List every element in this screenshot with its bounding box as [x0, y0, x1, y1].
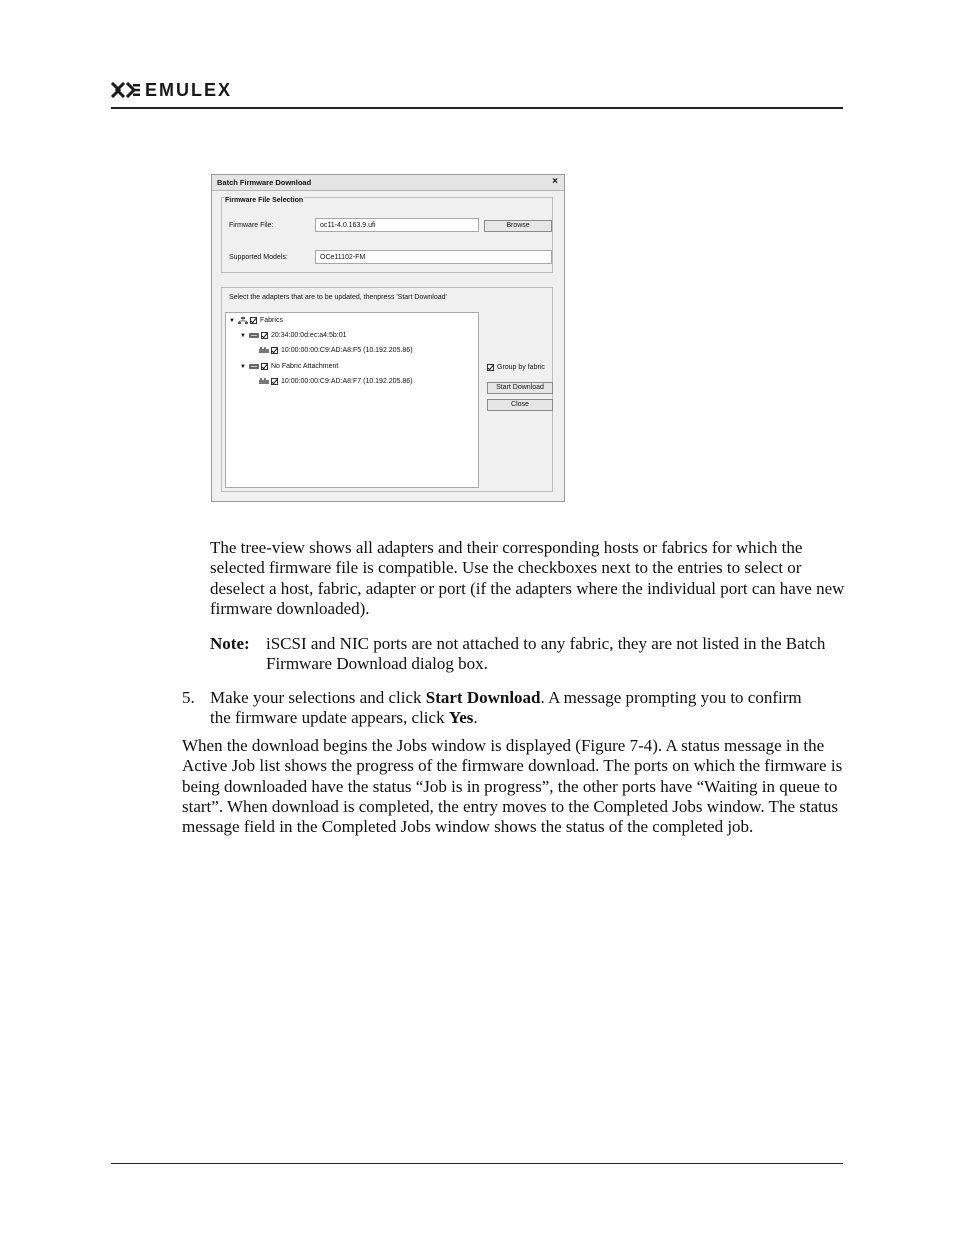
step-text: . — [473, 708, 478, 728]
adapter-selection-group — [221, 287, 553, 492]
step-text: Make your selections and click — [210, 688, 426, 707]
note-text: iSCSI and NIC ports are not attached to any fabric, they are not listed in the Batch Firmware Download dialog box. — [266, 634, 826, 674]
footer-rule — [111, 1163, 843, 1164]
note-label: Note: — [210, 634, 250, 653]
expand-arrow-icon[interactable]: ▼ — [240, 363, 246, 370]
step-number: 5. — [182, 688, 195, 707]
note — [210, 634, 846, 676]
supported-models-label: Supported Models: — [229, 254, 288, 261]
adapter-selection-instruction: Select the adapters that are to be updated, thenpress 'Start Download' — [229, 294, 447, 301]
jobs-window-description: When the download begins the Jobs window is displayed (Figure 7-4). A status message in the Active Job list shows the progress of the firmware download. The ports on which the firmware is being downloaded have the status “Job is in progress”, the other ports have “Waiting in queue to start”. When download is completed, the entry moves to the Completed Jobs window. The status message field in the Completed Jobs window shows the status of the completed job. — [182, 736, 843, 837]
firmware-file-selection-group — [221, 197, 553, 273]
tree-node-port[interactable] — [259, 347, 413, 354]
firmware-file-label: Firmware File: — [229, 222, 274, 229]
emulex-logo — [111, 80, 232, 100]
tree-node-label: 20:34:00:0d:ec:a4:5b:01 — [271, 332, 347, 339]
checkbox[interactable] — [261, 363, 268, 370]
supported-models-field: OCe11102-FM — [315, 250, 552, 264]
tree-node-no-fabric[interactable] — [240, 363, 338, 370]
checkbox[interactable] — [261, 332, 268, 339]
expand-arrow-icon[interactable]: ▼ — [229, 317, 235, 324]
tree-node-fabrics[interactable] — [229, 317, 283, 324]
start-download-ref: Start Download — [425, 688, 541, 707]
group-by-fabric-label: Group by fabric — [497, 364, 545, 371]
logo-text: EMULEX — [145, 80, 233, 100]
tree-node-label: 10:00:00:00:C9:AD:A8:F5 (10.192.205.86) — [281, 347, 413, 354]
close-icon[interactable]: × — [552, 176, 558, 187]
firmware-file-input[interactable]: oc11-4.0.163.9.ufi — [315, 218, 479, 232]
adapter-tree[interactable] — [225, 312, 479, 488]
checkbox[interactable] — [271, 378, 278, 385]
tree-node-fabric[interactable] — [240, 332, 347, 339]
tree-node-label: Fabrics — [260, 317, 283, 324]
tree-view-description: The tree-view shows all adapters and their corresponding hosts or fabrics for which the selected firmware file is compatible. Use the checkboxes next to the entries to select or deselect a host, fabric, adapter or port (if the adapters where the individual port can have new firmware downloaded). — [210, 538, 845, 618]
step-5-text — [210, 688, 822, 729]
yes-ref: Yes — [448, 708, 474, 728]
batch-firmware-download-dialog — [211, 174, 565, 502]
emulex-mark-icon — [111, 82, 141, 98]
tree-node-label: No Fabric Attachment — [271, 363, 339, 370]
adapter-port-icon — [259, 347, 269, 354]
dialog-titlebar — [212, 175, 564, 191]
expand-arrow-icon[interactable]: ▼ — [240, 332, 246, 339]
adapter-port-icon — [259, 378, 269, 385]
tree-node-port[interactable] — [259, 378, 413, 385]
switch-icon — [249, 332, 259, 339]
fabric-network-icon — [238, 317, 248, 324]
close-button[interactable]: Close — [487, 399, 553, 411]
switch-icon — [249, 363, 259, 370]
start-download-button[interactable]: Start Download — [487, 382, 553, 394]
checkbox[interactable] — [250, 317, 257, 324]
tree-node-label: 10:00:00:00:C9:AD:A8:F7 (10.192.205.86) — [281, 378, 413, 385]
dialog-title: Batch Firmware Download — [217, 178, 312, 187]
header-rule — [111, 107, 843, 109]
group-title: Firmware File Selection — [225, 197, 304, 204]
group-by-fabric-option[interactable] — [487, 364, 545, 371]
step-text: . A message prompting you to confirm the firmware update appears, click — [210, 688, 802, 728]
group-by-fabric-checkbox[interactable] — [487, 364, 494, 371]
checkbox[interactable] — [271, 347, 278, 354]
browse-button[interactable]: Browse — [484, 220, 552, 232]
